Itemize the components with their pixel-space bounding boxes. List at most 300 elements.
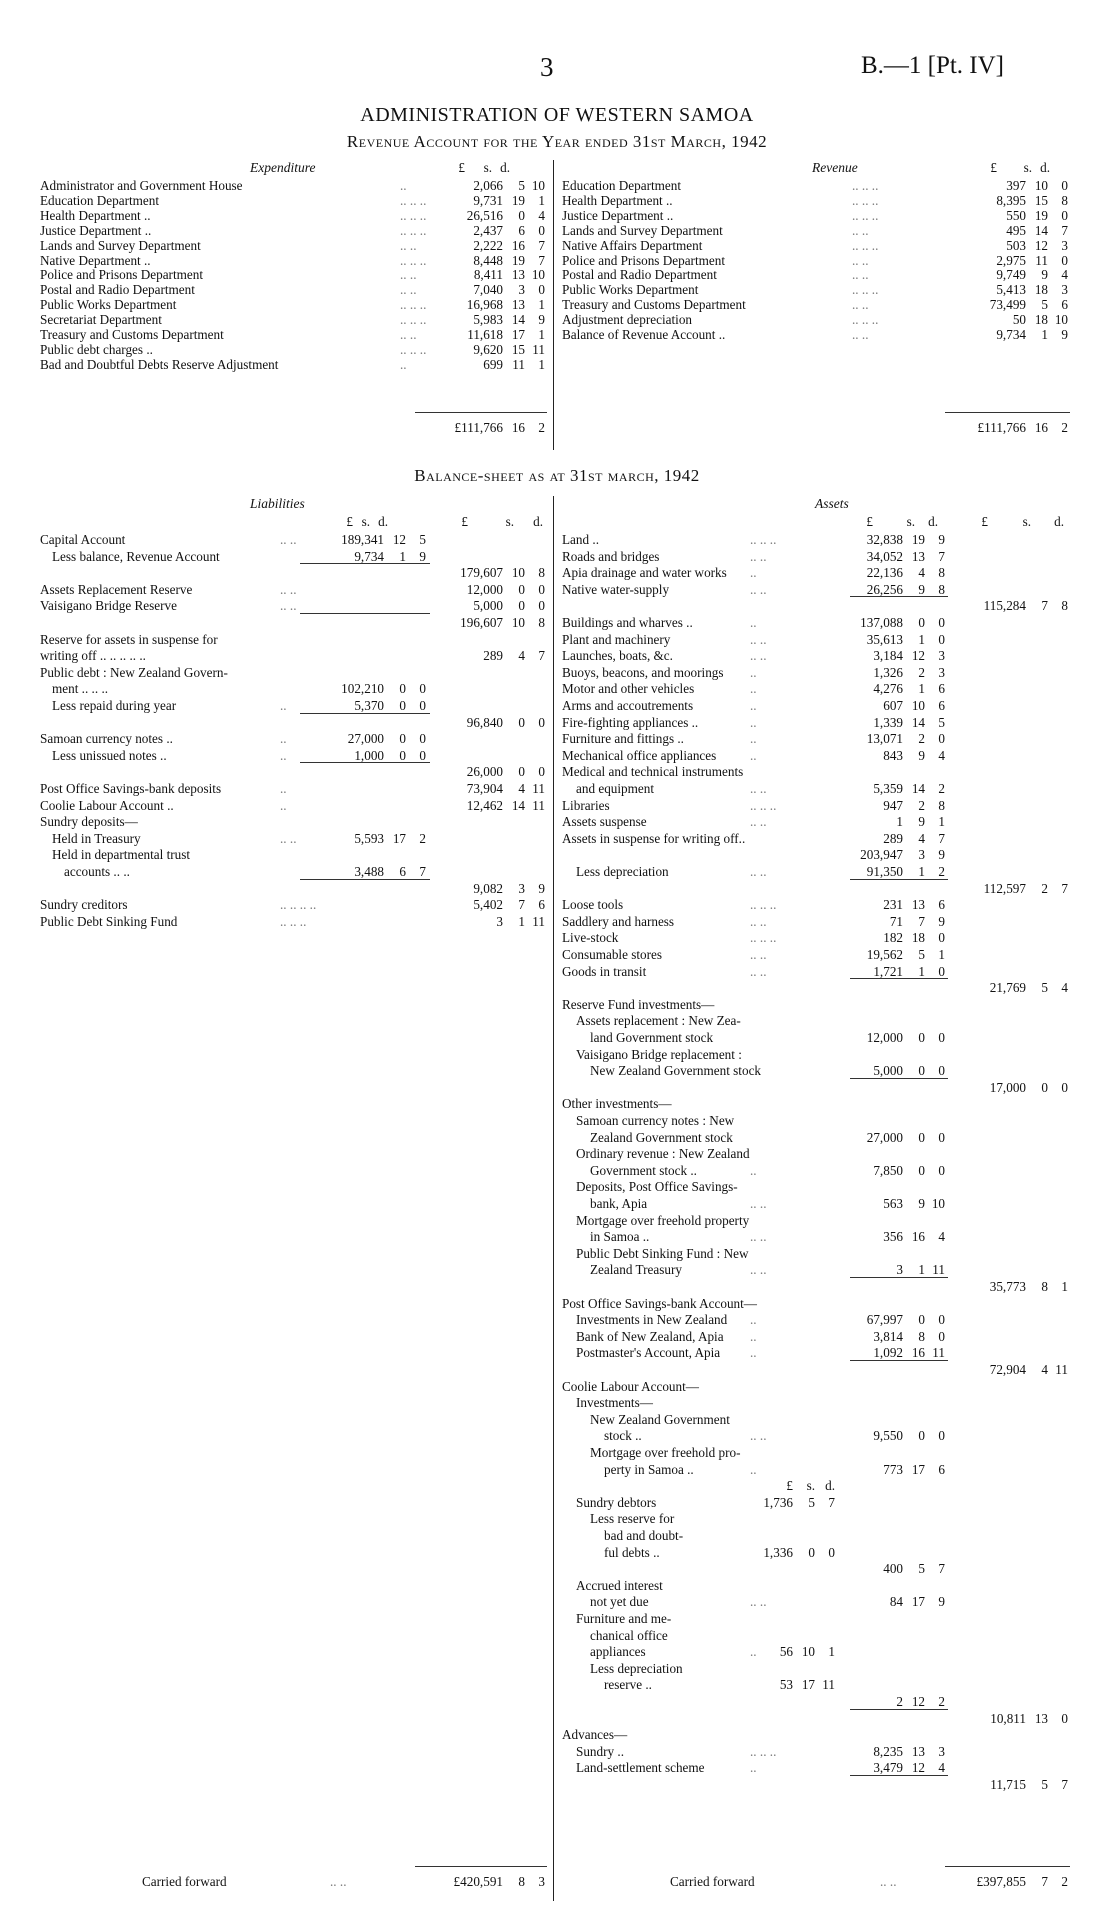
expenditure-item-dots: .. .. .. — [400, 192, 427, 208]
liability-amount-pounds: 5,000 — [473, 598, 503, 614]
asset-inner-amount-shillings: 10 — [911, 698, 925, 713]
liability-subtotal-rule — [300, 762, 430, 763]
revenue-item-amount-shillings: 5 — [1041, 297, 1048, 313]
liabilities-lsd-head: d. — [378, 514, 388, 529]
asset-inner-amount-shillings: 2 — [918, 731, 925, 747]
assets-carried-forward-dots: .. .. — [880, 1874, 897, 1889]
revenue-item-amount-pounds: 50 — [1012, 312, 1026, 328]
asset-inner-amount-shillings: 13 — [911, 1743, 925, 1759]
revenue-item-amount-pence: 9 — [1061, 327, 1068, 342]
asset-inner-amount-shillings: 0 — [918, 1428, 925, 1444]
revenue-item-label: Justice Department .. — [562, 207, 674, 223]
asset-inner-amount-pence: 7 — [938, 1561, 945, 1577]
assets-lsd-head: £ — [981, 514, 988, 529]
asset-inner-amount-pence: 2 — [938, 1694, 945, 1709]
liability-inner-amount-shillings: 17 — [392, 830, 406, 846]
asset-row-dots: .. .. — [750, 631, 767, 647]
liability-inner-amount-pounds: 102,210 — [341, 681, 384, 697]
asset-inner-amount-pence: 0 — [938, 1428, 945, 1444]
asset-inner-amount-shillings: 2 — [918, 664, 925, 680]
asset-sub-amount-pounds: £ — [786, 1478, 793, 1494]
asset-sub-amount-shillings: 0 — [808, 1544, 815, 1560]
asset-row-label: Public Debt Sinking Fund : New — [576, 1245, 749, 1261]
liability-amount-pence: 8 — [538, 615, 545, 630]
asset-row-label: Assets in suspense for writing off.. — [562, 830, 746, 846]
liability-amount-shillings: 1 — [518, 913, 525, 929]
expenditure-item-amount-shillings: 6 — [518, 222, 525, 238]
asset-inner-amount-shillings: 1 — [918, 963, 925, 979]
asset-inner-amount-pounds: 26,256 — [866, 581, 903, 597]
expenditure-item-label: Bad and Doubtful Debts Reserve Adjustment — [40, 356, 279, 372]
revenue-item-dots: .. .. — [852, 252, 869, 268]
asset-inner-amount-shillings: 3 — [918, 847, 925, 863]
asset-inner-amount-pounds: 5,000 — [873, 1063, 903, 1079]
liability-inner-amount-pence: 9 — [419, 548, 426, 564]
asset-inner-amount-shillings: 12 — [911, 648, 925, 664]
asset-row-label: New Zealand Government stock — [590, 1063, 762, 1079]
asset-row-dots: .. — [750, 565, 757, 581]
asset-inner-amount-shillings: 9 — [918, 1196, 925, 1211]
page-number: 3 — [540, 52, 554, 82]
asset-subtotal-rule — [850, 1277, 948, 1278]
expenditure-item-amount-shillings: 3 — [518, 282, 525, 298]
expenditure-item-amount-shillings: 16 — [511, 237, 525, 253]
liability-amount-pence: 0 — [538, 598, 545, 614]
asset-row-label: Furniture and fittings .. — [562, 731, 684, 747]
liability-row-dots: .. .. — [280, 598, 297, 614]
exp-lsd-pence-head: d. — [500, 160, 510, 175]
expenditure-item-amount-pounds: 2,222 — [473, 237, 503, 253]
asset-inner-amount-pounds: 1,721 — [873, 963, 903, 979]
asset-row-dots: .. — [750, 1312, 757, 1328]
asset-inner-amount-shillings: 0 — [918, 1129, 925, 1145]
expenditure-item-amount-pounds: 8,448 — [473, 252, 503, 268]
asset-inner-amount-pence: 10 — [931, 1196, 945, 1211]
assets-heading: Assets — [815, 496, 849, 511]
expenditure-item-amount-shillings: 17 — [511, 327, 525, 342]
revenue-total-shillings: 16 — [1034, 420, 1048, 435]
liability-subtotal-rule — [300, 613, 430, 614]
expenditure-item-label: Treasury and Customs Department — [40, 327, 224, 342]
asset-amount-pence: 0 — [1061, 1079, 1068, 1095]
liability-inner-amount-shillings: 0 — [399, 698, 406, 713]
expenditure-item-amount-pence: 1 — [538, 356, 545, 372]
asset-row-dots: .. .. .. — [750, 930, 777, 946]
asset-inner-amount-pounds: 3,479 — [873, 1760, 903, 1776]
asset-row-label: Loose tools — [562, 897, 624, 913]
liability-amount-pence: 11 — [532, 781, 545, 796]
liability-inner-amount-pounds: 27,000 — [347, 731, 384, 747]
asset-sub-amount-pounds: 56 — [779, 1644, 793, 1660]
assets-lsd-head: s. — [906, 514, 915, 529]
revenue-item-amount-pence: 3 — [1061, 237, 1068, 253]
liability-inner-amount-pence: 2 — [419, 830, 426, 846]
expenditure-item-amount-pence: 4 — [538, 207, 545, 223]
asset-row-label: Consumable stores — [562, 947, 662, 962]
asset-subtotal-rule — [850, 978, 948, 979]
liability-row-dots: .. .. — [280, 532, 297, 547]
liabilities-lsd-head: £ — [346, 514, 353, 529]
asset-row-dots: .. .. — [750, 1229, 767, 1245]
expenditure-item-amount-pence: 7 — [538, 237, 545, 253]
liability-amount-pence: 9 — [538, 880, 545, 896]
revenue-item-label: Treasury and Customs Department — [562, 297, 746, 313]
asset-inner-amount-shillings: 14 — [911, 781, 925, 796]
liability-subtotal-rule — [300, 713, 430, 714]
asset-subtotal-rule — [850, 1078, 948, 1079]
asset-inner-amount-shillings: 0 — [918, 1063, 925, 1079]
asset-inner-amount-pounds: 356 — [883, 1229, 903, 1245]
liability-row-label: Public Debt Sinking Fund — [40, 913, 178, 929]
liability-amount-pence: 0 — [538, 581, 545, 597]
liability-inner-amount-pence: 0 — [419, 698, 426, 713]
liability-amount-pounds: 5,402 — [473, 897, 503, 913]
liability-inner-amount-pounds: 5,370 — [354, 698, 384, 713]
document-title: ADMINISTRATION OF WESTERN SAMOA — [360, 104, 754, 126]
asset-inner-amount-pounds: 1 — [896, 814, 903, 830]
asset-row-label: Deposits, Post Office Savings- — [576, 1179, 738, 1195]
balance-sheet-title: Balance-sheet as at 31st march, 1942 — [414, 466, 700, 485]
asset-amount-shillings: 5 — [1041, 1777, 1048, 1792]
asset-amount-shillings: 7 — [1041, 598, 1048, 614]
asset-row-label: Government stock .. — [590, 1162, 697, 1178]
asset-inner-amount-pounds: 1,339 — [873, 714, 903, 730]
expenditure-item-label: Health Department .. — [40, 207, 151, 223]
revenue-item-amount-shillings: 18 — [1034, 282, 1048, 298]
asset-inner-amount-pence: 0 — [938, 615, 945, 630]
asset-inner-amount-shillings: 0 — [918, 1312, 925, 1328]
revenue-item-amount-pence: 6 — [1061, 297, 1068, 313]
liability-amount-pence: 0 — [538, 714, 545, 730]
asset-row-label: Furniture and me- — [576, 1611, 672, 1626]
expenditure-item-amount-pounds: 26,516 — [466, 207, 503, 223]
expenditure-item-dots: .. .. .. — [400, 252, 427, 268]
asset-row-label: perty in Samoa .. — [604, 1461, 694, 1477]
liability-inner-amount-shillings: 0 — [399, 747, 406, 763]
assets-carried-forward-pence: 2 — [1061, 1874, 1068, 1889]
expenditure-item-amount-pounds: 2,437 — [473, 222, 503, 238]
asset-inner-amount-pounds: 13,071 — [866, 731, 903, 747]
revenue-account-subtitle: Revenue Account for the Year ended 31st March, 1942 — [346, 132, 768, 151]
asset-inner-amount-shillings: 17 — [911, 1461, 925, 1477]
asset-inner-amount-pence: 0 — [938, 1312, 945, 1328]
asset-sub-amount-shillings: s. — [806, 1478, 815, 1494]
asset-inner-amount-pence: 0 — [938, 1328, 945, 1344]
asset-inner-amount-pence: 1 — [938, 947, 945, 962]
asset-inner-amount-shillings: 9 — [918, 814, 925, 830]
asset-sub-amount-pence: 1 — [828, 1644, 835, 1660]
asset-amount-pence: 8 — [1061, 598, 1068, 614]
revenue-item-amount-shillings: 1 — [1041, 327, 1048, 342]
asset-row-label: Apia drainage and water works — [562, 565, 727, 581]
asset-row-label: Assets replacement : New Zea- — [576, 1013, 741, 1029]
liability-row-label: Held in Treasury — [52, 830, 141, 846]
expenditure-item-amount-shillings: 13 — [511, 297, 525, 313]
asset-row-dots: .. — [750, 1162, 757, 1178]
asset-sub-amount-pence: 11 — [822, 1677, 835, 1693]
asset-inner-amount-shillings: 4 — [918, 830, 925, 846]
asset-row-label: Less reserve for — [590, 1511, 675, 1527]
asset-inner-amount-pounds: 773 — [883, 1461, 903, 1477]
asset-subtotal-rule — [850, 596, 948, 597]
liabilities-carried-forward-pence: 3 — [538, 1874, 545, 1889]
asset-inner-amount-pence: 1 — [938, 814, 945, 830]
asset-row-label: Goods in transit — [562, 963, 647, 979]
revenue-item-label: Balance of Revenue Account .. — [562, 327, 726, 342]
expenditure-item-dots: .. — [400, 178, 407, 193]
liability-amount-pence: 0 — [538, 764, 545, 780]
asset-inner-amount-pence: 7 — [938, 830, 945, 846]
asset-row-dots: .. .. — [750, 548, 767, 564]
expenditure-item-amount-pence: 11 — [532, 341, 545, 357]
asset-inner-amount-shillings: 18 — [911, 930, 925, 946]
liability-inner-amount-pounds: 9,734 — [354, 548, 384, 564]
asset-inner-amount-pence: 6 — [938, 681, 945, 697]
asset-row-label: bad and doubt- — [604, 1528, 684, 1543]
asset-inner-amount-pence: 9 — [938, 913, 945, 929]
asset-inner-amount-pence: 6 — [938, 698, 945, 713]
liability-amount-pounds: 196,607 — [460, 615, 503, 630]
asset-row-dots: .. .. — [750, 581, 767, 597]
asset-inner-amount-shillings: 2 — [918, 797, 925, 813]
expenditure-total-shillings: 16 — [511, 420, 525, 435]
expenditure-total-pence: 2 — [538, 420, 545, 435]
liability-row-dots: .. .. — [280, 581, 297, 597]
liability-amount-pounds: 289 — [483, 648, 503, 664]
asset-row-dots: .. — [750, 1461, 757, 1477]
revenue-item-amount-shillings: 18 — [1034, 312, 1048, 328]
asset-row-label: Land .. — [562, 532, 599, 547]
expenditure-item-label: Education Department — [40, 192, 160, 208]
liability-inner-amount-pence: 0 — [419, 681, 426, 697]
expenditure-item-dots: .. .. .. — [400, 207, 427, 223]
asset-row-label: Other investments— — [562, 1096, 672, 1112]
asset-inner-amount-shillings: 13 — [911, 548, 925, 564]
liability-inner-amount-pence: 7 — [419, 864, 426, 879]
asset-row-dots: .. .. .. — [750, 797, 777, 813]
revenue-item-amount-shillings: 15 — [1034, 192, 1048, 208]
asset-row-dots: .. — [750, 1760, 757, 1776]
revenue-item-label: Health Department .. — [562, 192, 673, 208]
revenue-item-dots: .. .. .. — [852, 237, 879, 253]
asset-amount-shillings: 8 — [1041, 1279, 1048, 1294]
asset-amount-shillings: 13 — [1034, 1710, 1048, 1726]
asset-row-label: reserve .. — [604, 1677, 652, 1693]
asset-row-label: stock .. — [604, 1428, 642, 1444]
asset-sub-amount-pounds: 53 — [779, 1677, 793, 1693]
asset-inner-amount-shillings: 9 — [918, 581, 925, 597]
asset-inner-amount-shillings: 0 — [918, 1030, 925, 1045]
expenditure-item-label: Secretariat Department — [40, 312, 162, 328]
asset-row-label: Advances— — [562, 1727, 628, 1743]
asset-inner-amount-pence: 4 — [938, 747, 945, 763]
expenditure-item-amount-shillings: 0 — [518, 207, 525, 223]
expenditure-item-amount-shillings: 19 — [511, 192, 525, 208]
asset-inner-amount-pence: 8 — [938, 581, 945, 597]
asset-sub-amount-shillings: 17 — [801, 1677, 815, 1693]
asset-row-label: Libraries — [562, 797, 610, 813]
asset-row-label: Mechanical office appliances — [562, 747, 717, 763]
liability-inner-amount-shillings: 1 — [399, 548, 406, 564]
asset-inner-amount-pounds: 231 — [883, 897, 903, 913]
expenditure-item-amount-pence: 0 — [538, 282, 545, 298]
expenditure-item-amount-pence: 7 — [538, 252, 545, 268]
liability-amount-pence: 7 — [538, 648, 545, 664]
liabilities-lsd-head: £ — [461, 514, 468, 529]
asset-row-label: Fire-fighting appliances .. — [562, 714, 699, 730]
asset-sub-amount-pounds: 1,736 — [763, 1494, 793, 1510]
asset-inner-amount-pounds: 563 — [883, 1196, 903, 1211]
asset-row-dots: .. .. — [750, 781, 767, 796]
asset-inner-amount-pounds: 289 — [883, 830, 903, 846]
revenue-item-dots: .. .. .. — [852, 312, 879, 328]
asset-inner-amount-pence: 8 — [938, 797, 945, 813]
revenue-item-label: Adjustment depreciation — [562, 312, 693, 328]
asset-inner-amount-pence: 6 — [938, 897, 945, 913]
expenditure-item-dots: .. .. .. — [400, 297, 427, 313]
asset-row-dots: .. .. .. — [750, 1743, 777, 1759]
liability-row-label: Less balance, Revenue Account — [52, 548, 220, 564]
asset-inner-amount-shillings: 0 — [918, 1162, 925, 1178]
asset-inner-amount-pence: 0 — [938, 930, 945, 946]
liability-subtotal-rule — [300, 563, 430, 564]
asset-row-label: and equipment — [576, 781, 655, 796]
liability-inner-amount-pounds: 3,488 — [354, 864, 384, 879]
expenditure-item-amount-shillings: 13 — [511, 267, 525, 283]
liability-amount-pounds: 26,000 — [466, 764, 503, 780]
expenditure-item-amount-shillings: 15 — [511, 341, 525, 357]
liability-amount-shillings: 14 — [511, 797, 525, 813]
revenue-item-dots: .. .. .. — [852, 282, 879, 298]
revenue-item-dots: .. .. — [852, 327, 869, 342]
expenditure-item-amount-pence: 1 — [538, 327, 545, 342]
asset-subtotal-rule — [850, 1709, 948, 1710]
asset-inner-amount-pounds: 3 — [896, 1262, 903, 1278]
liabilities-carried-forward-label: Carried forward — [142, 1874, 227, 1889]
liability-inner-amount-pence: 5 — [419, 532, 426, 547]
liability-row-label: Capital Account — [40, 532, 126, 547]
liability-amount-pounds: 12,462 — [466, 797, 503, 813]
revenue-item-amount-pence: 0 — [1061, 178, 1068, 193]
asset-row-label: chanical office — [590, 1627, 668, 1643]
asset-row-dots: .. .. — [750, 913, 767, 929]
asset-row-dots: .. — [750, 1328, 757, 1344]
asset-subtotal-rule — [850, 1775, 948, 1776]
rev-lsd-pence-head: d. — [1040, 160, 1050, 175]
liability-amount-shillings: 4 — [518, 648, 525, 664]
asset-inner-amount-pounds: 91,350 — [866, 864, 903, 879]
liability-inner-amount-shillings: 0 — [399, 731, 406, 747]
liability-row-label: Reserve for assets in suspense for — [40, 631, 218, 647]
revenue-item-label: Postal and Radio Department — [562, 267, 717, 283]
asset-inner-amount-pounds: 67,997 — [866, 1312, 903, 1328]
revenue-item-label: Lands and Survey Department — [562, 222, 723, 238]
asset-row-label: Roads and bridges — [562, 548, 660, 564]
asset-inner-amount-pounds: 9,550 — [873, 1428, 903, 1444]
asset-amount-pounds: 11,715 — [990, 1777, 1026, 1792]
liability-inner-amount-pence: 0 — [419, 731, 426, 747]
revenue-item-amount-pence: 10 — [1054, 312, 1068, 328]
asset-inner-amount-pounds: 5,359 — [873, 781, 903, 796]
expenditure-item-label: Administrator and Government House — [40, 178, 243, 193]
asset-row-label: Investments in New Zealand — [576, 1312, 728, 1328]
expenditure-item-label: Public debt charges .. — [40, 341, 153, 357]
asset-row-label: Land-settlement scheme — [576, 1760, 705, 1776]
asset-amount-pounds: 17,000 — [989, 1079, 1026, 1095]
asset-row-label: bank, Apia — [590, 1196, 648, 1211]
liability-amount-pounds: 3 — [496, 913, 503, 929]
revenue-item-dots: .. .. .. — [852, 207, 879, 223]
asset-amount-pounds: 21,769 — [989, 980, 1026, 996]
asset-inner-amount-shillings: 16 — [911, 1229, 925, 1245]
asset-inner-amount-shillings: 16 — [911, 1345, 925, 1361]
assets-cf-rule — [945, 1866, 1070, 1867]
asset-inner-amount-shillings: 5 — [918, 947, 925, 962]
liability-amount-shillings: 10 — [511, 615, 525, 630]
asset-row-label: Ordinary revenue : New Zealand — [576, 1146, 750, 1162]
asset-inner-amount-pence: 0 — [938, 1162, 945, 1178]
assets-lsd-head: d. — [1054, 514, 1064, 529]
asset-inner-amount-pounds: 843 — [883, 747, 903, 763]
asset-row-dots: .. — [750, 698, 757, 713]
assets-lsd-head: £ — [866, 514, 873, 529]
asset-row-label: not yet due — [590, 1594, 649, 1610]
asset-inner-amount-pence: 11 — [932, 1262, 945, 1278]
liability-inner-amount-pence: 0 — [419, 747, 426, 763]
asset-inner-amount-pounds: 27,000 — [866, 1129, 903, 1145]
expenditure-item-amount-pounds: 7,040 — [473, 282, 503, 298]
asset-row-label: Saddlery and harness — [562, 913, 675, 929]
revenue-item-amount-shillings: 9 — [1041, 267, 1048, 283]
asset-inner-amount-pounds: 32,838 — [866, 532, 903, 547]
asset-row-label: Vaisigano Bridge replacement : — [576, 1046, 742, 1062]
liability-row-label: Less unissued notes .. — [52, 747, 167, 763]
expenditure-item-amount-pounds: 8,411 — [473, 267, 503, 283]
expenditure-item-amount-shillings: 11 — [512, 356, 525, 372]
asset-row-dots: .. .. — [750, 648, 767, 664]
asset-inner-amount-pence: 0 — [938, 1030, 945, 1045]
asset-inner-amount-pounds: 7,850 — [873, 1162, 903, 1178]
asset-sub-amount-shillings: 10 — [801, 1644, 815, 1660]
asset-row-label: New Zealand Government — [590, 1411, 730, 1427]
liability-amount-shillings: 7 — [518, 897, 525, 913]
asset-inner-amount-pence: 11 — [932, 1345, 945, 1361]
liability-amount-shillings: 3 — [518, 880, 525, 896]
expenditure-total-rule — [415, 412, 547, 413]
revenue-item-amount-pounds: 495 — [1006, 222, 1026, 238]
revenue-item-dots: .. .. .. — [852, 178, 879, 193]
liability-row-dots: .. — [280, 698, 287, 713]
asset-row-label: Bank of New Zealand, Apia — [576, 1328, 724, 1344]
liabilities-carried-forward-shillings: 8 — [518, 1874, 525, 1889]
asset-row-dots: .. .. .. — [750, 897, 777, 913]
liability-amount-pence: 6 — [538, 897, 545, 913]
liability-amount-pounds: 12,000 — [466, 581, 503, 597]
liability-row-dots: .. .. .. — [280, 913, 307, 929]
asset-row-label: Less depreciation — [576, 864, 669, 879]
asset-row-label: Post Office Savings-bank Account— — [562, 1295, 757, 1311]
asset-inner-amount-pounds: 203,947 — [860, 847, 903, 863]
asset-inner-amount-pounds: 84 — [889, 1594, 903, 1610]
revenue-item-amount-pounds: 2,975 — [996, 252, 1026, 268]
revenue-item-dots: .. .. — [852, 222, 869, 238]
liability-amount-shillings: 0 — [518, 714, 525, 730]
asset-row-label: Coolie Labour Account— — [562, 1378, 699, 1394]
asset-sub-amount-pence: 7 — [828, 1494, 835, 1510]
asset-inner-amount-pence: 0 — [938, 1129, 945, 1145]
asset-subtotal-rule — [850, 1360, 948, 1361]
revenue-item-amount-shillings: 14 — [1034, 222, 1048, 238]
